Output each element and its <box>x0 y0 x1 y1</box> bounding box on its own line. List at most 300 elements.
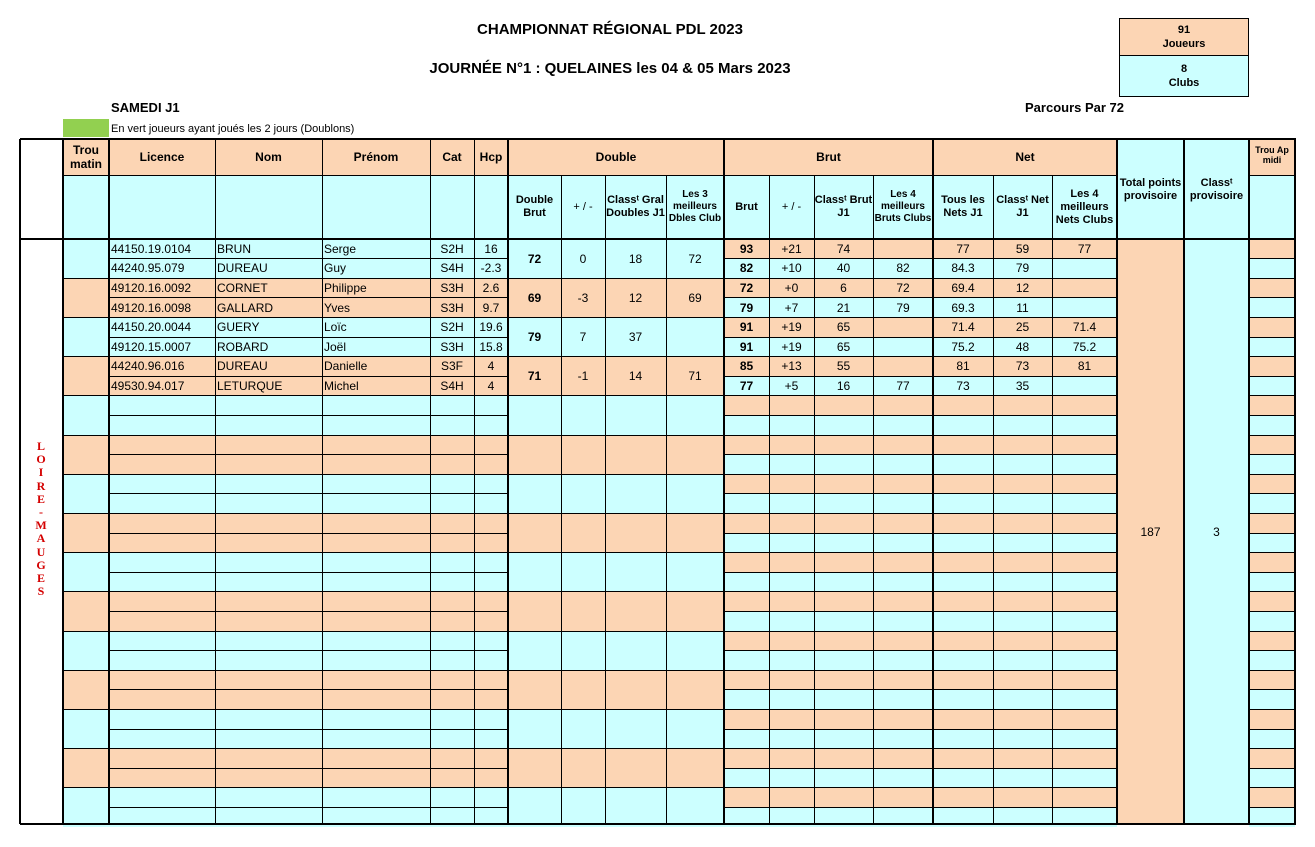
grid-hline <box>63 474 109 475</box>
page-subtitle: JOURNÉE N°1 : QUELAINES les 04 & 05 Mars 2023 <box>429 60 791 77</box>
player-brut: 72 <box>739 280 754 295</box>
club-total-points: 187 <box>1140 525 1161 539</box>
player-nom: LETURQUE <box>217 378 283 393</box>
grid-hline <box>724 631 1117 632</box>
row-bg-left <box>63 494 508 514</box>
legend-green-swatch <box>63 119 109 137</box>
player-brut-plus-minus: +13 <box>781 359 802 374</box>
player-net: 84.3 <box>951 261 975 276</box>
player-brut-plus-minus: +19 <box>781 339 802 354</box>
row-bg-apmidi <box>1249 396 1295 416</box>
player-prenom: Joël <box>324 339 347 354</box>
row-bg-left <box>63 651 508 671</box>
player-les4-bruts <box>873 239 933 259</box>
player-licence: 44240.95.079 <box>111 261 185 276</box>
grid-hline <box>109 748 508 749</box>
header-prenom: Prénom <box>353 150 399 164</box>
player-class-net: 35 <box>1015 378 1030 393</box>
double-plus-minus: 0 <box>579 251 587 266</box>
player-brut-plus-minus: +5 <box>784 378 799 393</box>
grid-hline <box>109 552 508 553</box>
grid-hline <box>1249 278 1296 279</box>
row-bg-left <box>63 474 508 494</box>
grid-hline <box>1249 297 1296 298</box>
player-net: 77 <box>956 241 970 256</box>
player-class-net: 79 <box>1015 261 1030 276</box>
row-bg-apmidi <box>1249 533 1295 553</box>
row-bg-right <box>724 435 1117 455</box>
player-les4-bruts <box>873 337 933 357</box>
grid-hline <box>109 493 508 494</box>
row-bg-right <box>724 592 1117 612</box>
player-brut-plus-minus: +19 <box>781 320 802 335</box>
player-nom: GUERY <box>217 320 260 335</box>
header-bg <box>109 175 508 239</box>
player-cat: S2H <box>440 241 464 256</box>
row-bg-double <box>508 494 724 514</box>
grid-hline <box>1249 258 1296 259</box>
legend-text: En vert joueurs ayant joués les 2 jours (Doublons) <box>111 123 355 135</box>
grid-hline <box>724 787 1117 788</box>
player-class-net: 48 <box>1015 339 1030 354</box>
grid-hline <box>1249 454 1296 455</box>
header-brut-group: Brut <box>816 150 841 164</box>
row-bg-apmidi <box>1249 670 1295 690</box>
row-bg-apmidi <box>1249 690 1295 710</box>
row-bg-apmidi <box>1249 415 1295 435</box>
grid-hline <box>109 533 508 534</box>
header-bg <box>1249 175 1295 239</box>
player-les4-bruts: 79 <box>896 300 910 315</box>
player-nom: ROBARD <box>217 339 269 354</box>
double-class-gral: 37 <box>628 329 643 344</box>
header-double-brut: Double Brut <box>515 194 554 219</box>
player-class-net: 59 <box>1015 241 1030 256</box>
grid-hline <box>109 454 508 455</box>
row-bg-double <box>508 533 724 553</box>
player-hcp: 16 <box>484 241 498 256</box>
player-hcp: 19.6 <box>479 320 503 335</box>
row-bg-left <box>63 572 508 592</box>
player-les4-nets <box>1052 376 1117 396</box>
grid-hline <box>724 533 1117 534</box>
row-bg-apmidi <box>1249 259 1295 279</box>
row-bg-apmidi <box>1249 317 1295 337</box>
player-licence: 49530.94.017 <box>111 378 185 393</box>
row-bg-double <box>508 651 724 671</box>
row-bg-left <box>63 513 508 533</box>
grid-hline <box>508 709 724 710</box>
row-bg-apmidi <box>1249 592 1295 612</box>
player-nom: BRUN <box>217 241 252 256</box>
row-bg-right <box>724 670 1117 690</box>
grid-hline <box>724 493 1117 494</box>
row-bg-apmidi <box>1249 572 1295 592</box>
row-bg-left <box>63 553 508 573</box>
player-hcp: 4 <box>487 359 495 374</box>
player-brut: 91 <box>739 339 754 354</box>
row-bg-double <box>508 553 724 573</box>
player-les4-nets <box>1052 278 1117 298</box>
player-brut-plus-minus: +0 <box>784 280 799 295</box>
page-title: CHAMPIONNAT RÉGIONAL PDL 2023 <box>477 21 743 38</box>
row-bg-right <box>724 611 1117 631</box>
grid-hline <box>109 572 508 573</box>
grid-hline <box>1249 572 1296 573</box>
row-bg-right <box>724 631 1117 651</box>
player-prenom: Serge <box>324 241 357 256</box>
grid-hline <box>1249 631 1296 632</box>
header-class-net: Classᵗ Net J1 <box>996 194 1049 219</box>
row-bg-right <box>724 513 1117 533</box>
grid-hline <box>109 513 508 514</box>
player-cat: S2H <box>440 320 464 335</box>
grid-hline <box>1249 552 1296 553</box>
row-bg-right <box>724 768 1117 788</box>
player-brut-plus-minus: +21 <box>781 241 802 256</box>
player-cat: S3H <box>440 300 464 315</box>
course-par-label: Parcours Par 72 <box>1025 100 1125 115</box>
player-prenom: Yves <box>324 300 351 315</box>
header-total-points: Total points provisoire <box>1119 177 1182 202</box>
grid-hline <box>724 415 1117 416</box>
row-bg-double <box>508 690 724 710</box>
grid-hline <box>724 474 1117 475</box>
header-tous-nets: Tous les Nets J1 <box>941 194 985 219</box>
player-les4-bruts: 82 <box>896 261 910 276</box>
row-bg-right <box>724 415 1117 435</box>
row-bg-apmidi <box>1249 494 1295 514</box>
player-net: 71.4 <box>951 320 975 335</box>
player-les4-nets: 77 <box>1077 241 1092 256</box>
player-net: 69.3 <box>951 300 975 315</box>
player-les4-nets <box>1052 259 1117 279</box>
player-class-net: 12 <box>1015 280 1030 295</box>
player-class-brut: 6 <box>840 280 847 295</box>
player-licence: 49120.16.0092 <box>111 280 192 295</box>
player-brut-plus-minus: +7 <box>784 300 799 315</box>
row-bg-apmidi <box>1249 513 1295 533</box>
clubs-count: 8 <box>1180 63 1188 75</box>
grid-hline <box>1249 474 1296 475</box>
grid-vline <box>62 139 64 824</box>
player-cat: S4H <box>440 261 464 276</box>
player-les4-bruts <box>873 357 933 377</box>
player-brut: 85 <box>739 359 754 374</box>
header-les4-bruts: Les 4 meilleurs Bruts Clubs <box>874 189 932 224</box>
grid-hline <box>508 748 724 749</box>
grid-hline <box>109 474 508 475</box>
header-nom: Nom <box>255 150 282 164</box>
row-bg-apmidi <box>1249 611 1295 631</box>
player-prenom: Philippe <box>324 280 367 295</box>
grid-hline <box>1249 787 1296 788</box>
day-label: SAMEDI J1 <box>111 100 180 115</box>
grid-hline <box>724 591 1117 592</box>
player-hcp: 4 <box>487 378 495 393</box>
header-brut: Brut <box>735 200 758 213</box>
header-net-group: Net <box>1015 150 1035 164</box>
grid-hline <box>724 748 1117 749</box>
player-hcp: 15.8 <box>479 339 503 354</box>
grid-hline <box>508 787 724 788</box>
grid-vline <box>1248 139 1250 824</box>
grid-hline <box>1249 493 1296 494</box>
grid-hline <box>724 513 1117 514</box>
grid-hline <box>724 611 1117 612</box>
grid-hline <box>63 748 109 749</box>
grid-hline <box>63 395 109 396</box>
row-bg-right <box>724 553 1117 573</box>
grid-hline <box>1249 337 1296 338</box>
player-class-brut: 16 <box>836 378 851 393</box>
player-cat: S3H <box>440 280 464 295</box>
grid-hline <box>63 513 109 514</box>
row-bg-double <box>508 631 724 651</box>
player-prenom: Loïc <box>324 320 347 335</box>
double-les3: 69 <box>688 290 702 305</box>
row-bg-double <box>508 513 724 533</box>
row-bg-double <box>508 455 724 475</box>
grid-hline <box>1249 513 1296 514</box>
row-bg-apmidi <box>1249 651 1295 671</box>
grid-hline <box>63 631 109 632</box>
row-bg-apmidi <box>1249 553 1295 573</box>
double-class-gral: 14 <box>628 369 643 384</box>
row-bg-apmidi <box>1249 474 1295 494</box>
row-bg-right <box>724 494 1117 514</box>
row-bg-right <box>724 455 1117 475</box>
row-bg-apmidi <box>1249 455 1295 475</box>
row-bg-right <box>724 651 1117 671</box>
row-bg-double <box>508 611 724 631</box>
row-bg-right <box>724 749 1117 769</box>
row-bg-double <box>508 670 724 690</box>
player-class-brut: 21 <box>836 300 851 315</box>
grid-hline <box>109 650 508 651</box>
grid-hline <box>1249 533 1296 534</box>
grid-hline <box>109 787 508 788</box>
player-brut: 79 <box>739 300 754 315</box>
grid-hline <box>1249 807 1296 808</box>
player-licence: 49120.15.0007 <box>111 339 192 354</box>
double-les3: 71 <box>688 369 702 384</box>
row-bg-left <box>63 415 508 435</box>
grid-hline <box>63 278 109 279</box>
grid-hline <box>109 768 508 769</box>
grid-hline <box>508 552 724 553</box>
grid-hline <box>63 591 109 592</box>
grid-hline <box>109 591 508 592</box>
players-label: Joueurs <box>1162 38 1206 50</box>
players-count-box <box>1119 18 1249 56</box>
row-bg-left <box>63 709 508 729</box>
double-brut: 72 <box>527 251 542 266</box>
row-bg-double <box>508 788 724 808</box>
row-bg-right <box>724 709 1117 729</box>
double-brut: 79 <box>527 329 542 344</box>
grid-hline <box>63 435 109 436</box>
row-bg-double <box>508 749 724 769</box>
double-brut: 71 <box>527 369 542 384</box>
grid-hline <box>724 650 1117 651</box>
double-plus-minus: -1 <box>577 369 589 384</box>
header-trou-matin: Trou matin <box>69 143 102 171</box>
header-trou-ap-midi: Trou Ap midi <box>1255 145 1289 165</box>
header-les3-dbles: Les 3 meilleurs Dbles Club <box>668 189 722 224</box>
club-classement: 3 <box>1213 525 1220 539</box>
row-bg-left <box>63 768 508 788</box>
double-plus-minus: 7 <box>579 329 587 344</box>
grid-hline <box>1249 650 1296 651</box>
player-net: 73 <box>956 378 970 393</box>
grid-hline <box>109 611 508 612</box>
grid-hline <box>1249 689 1296 690</box>
grid-hline <box>1249 395 1296 396</box>
row-bg-right <box>724 690 1117 710</box>
grid-hline <box>508 513 724 514</box>
player-nom: GALLARD <box>217 300 274 315</box>
grid-hline <box>1249 356 1296 357</box>
row-bg-apmidi <box>1249 768 1295 788</box>
row-bg-double <box>508 592 724 612</box>
player-les4-bruts <box>873 317 933 337</box>
grid-vline <box>1183 139 1185 824</box>
row-bg-left <box>63 749 508 769</box>
row-bg-left <box>63 729 508 749</box>
grid-hline <box>1249 670 1296 671</box>
row-bg-apmidi <box>1249 376 1295 396</box>
grid-hline <box>63 356 109 357</box>
row-bg-right <box>724 396 1117 416</box>
player-les4-nets: 81 <box>1077 359 1092 374</box>
double-les3: 72 <box>688 251 702 266</box>
row-bg-double <box>508 474 724 494</box>
row-bg-left <box>63 533 508 553</box>
player-class-brut: 74 <box>836 241 851 256</box>
grid-hline <box>508 435 724 436</box>
grid-hline <box>508 670 724 671</box>
header-double-group: Double <box>595 150 637 164</box>
row-bg-right <box>724 533 1117 553</box>
player-class-brut: 65 <box>836 320 851 335</box>
grid-hline <box>63 317 109 318</box>
player-brut: 93 <box>739 241 754 256</box>
row-bg-double <box>508 572 724 592</box>
row-bg-apmidi <box>1249 298 1295 318</box>
grid-hline <box>724 709 1117 710</box>
header-les4-nets: Les 4 meilleurs Nets Clubs <box>1055 187 1114 226</box>
club-name: L O I R E - M A U G E S <box>35 439 47 599</box>
row-bg-apmidi <box>1249 729 1295 749</box>
row-bg-apmidi <box>1249 709 1295 729</box>
header-licence: Licence <box>139 150 185 164</box>
double-les3 <box>666 317 724 356</box>
row-bg-left <box>63 435 508 455</box>
grid-hline <box>1249 748 1296 749</box>
row-bg-left <box>63 670 508 690</box>
row-bg-double <box>508 768 724 788</box>
player-licence: 44150.20.0044 <box>111 320 192 335</box>
player-cat: S4H <box>440 378 464 393</box>
grid-hline <box>1249 435 1296 436</box>
player-licence: 44150.19.0104 <box>111 241 192 256</box>
grid-hline <box>109 435 508 436</box>
grid-hline <box>109 709 508 710</box>
grid-hline <box>63 787 109 788</box>
row-bg-apmidi <box>1249 357 1295 377</box>
player-les4-nets: 71.4 <box>1072 320 1097 335</box>
player-brut: 77 <box>739 378 754 393</box>
grid-hline <box>1249 768 1296 769</box>
player-cat: S3F <box>440 359 463 374</box>
grid-hline <box>1249 611 1296 612</box>
double-class-gral: 12 <box>628 290 643 305</box>
grid-hline <box>63 552 109 553</box>
header-bg <box>63 175 109 239</box>
grid-hline <box>724 454 1117 455</box>
player-nom: DUREAU <box>217 359 268 374</box>
player-hcp: 2.6 <box>482 280 500 295</box>
grid-hline <box>109 729 508 730</box>
row-bg-left <box>63 788 508 808</box>
row-bg-double <box>508 396 724 416</box>
player-hcp: 9.7 <box>482 300 500 315</box>
double-class-gral: 18 <box>628 251 643 266</box>
player-brut: 91 <box>739 320 754 335</box>
row-bg-apmidi <box>1249 435 1295 455</box>
grid-hline <box>724 670 1117 671</box>
grid-hline <box>724 552 1117 553</box>
row-bg-apmidi <box>1249 239 1295 259</box>
grid-hline <box>724 435 1117 436</box>
header-cat: Cat <box>442 150 462 164</box>
row-bg-apmidi <box>1249 337 1295 357</box>
player-hcp: -2.3 <box>480 261 502 276</box>
grid-hline <box>1249 376 1296 377</box>
header-double-plus-minus: + / - <box>573 200 593 213</box>
header-class-brut: Classᵗ Brut J1 <box>814 194 873 219</box>
grid-vline <box>1294 139 1296 824</box>
row-bg-left <box>63 592 508 612</box>
double-brut: 69 <box>527 290 542 305</box>
grid-hline <box>508 474 724 475</box>
row-bg-double <box>508 729 724 749</box>
row-bg-right <box>724 788 1117 808</box>
clubs-label: Clubs <box>1168 77 1200 89</box>
row-bg-left <box>63 396 508 416</box>
grid-hline <box>63 709 109 710</box>
player-class-net: 73 <box>1015 359 1030 374</box>
players-count: 91 <box>1177 24 1191 36</box>
grid-hline <box>1249 591 1296 592</box>
grid-hline <box>508 591 724 592</box>
player-class-net: 25 <box>1015 320 1030 335</box>
player-les4-nets: 75.2 <box>1072 339 1097 354</box>
player-les4-bruts: 72 <box>896 280 910 295</box>
row-bg-apmidi <box>1249 278 1295 298</box>
grid-hline <box>109 631 508 632</box>
row-bg-double <box>508 709 724 729</box>
row-bg-right <box>724 474 1117 494</box>
grid-hline <box>63 670 109 671</box>
grid-hline <box>20 823 1296 825</box>
player-net: 69.4 <box>951 280 975 295</box>
grid-hline <box>109 415 508 416</box>
grid-hline <box>1249 709 1296 710</box>
row-bg-left <box>63 690 508 710</box>
grid-hline <box>1249 415 1296 416</box>
